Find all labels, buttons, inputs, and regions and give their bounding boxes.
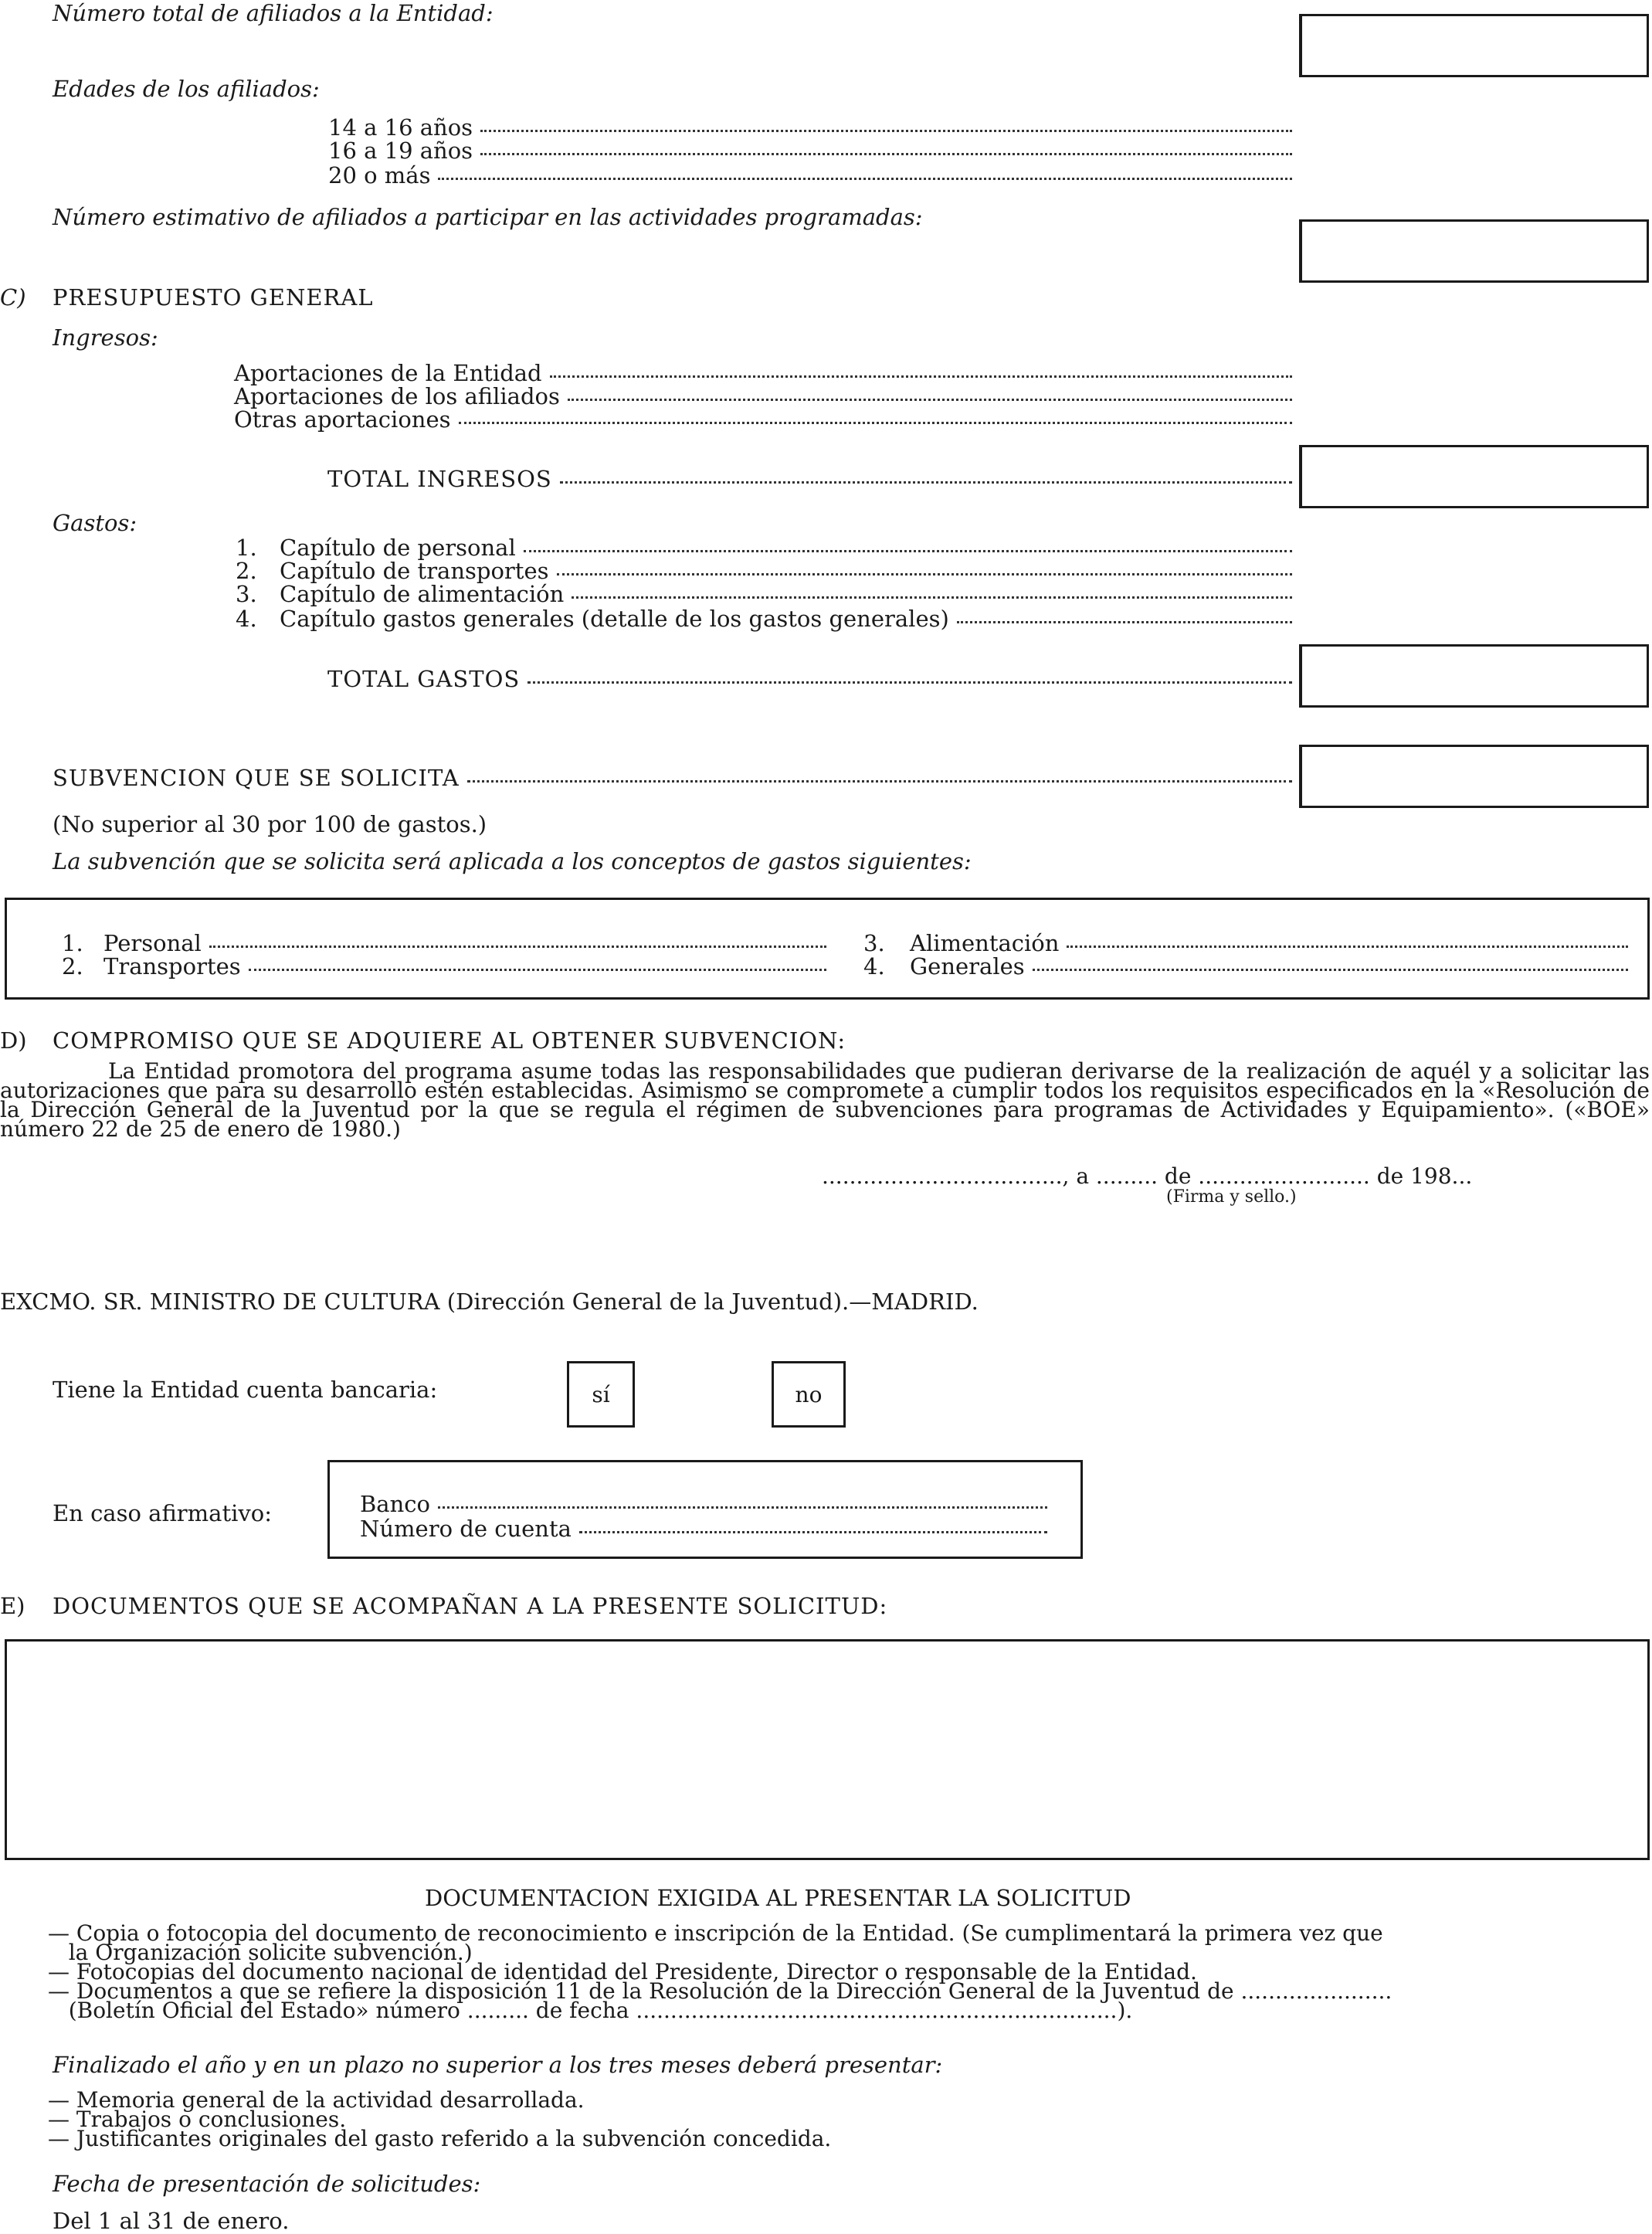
gasto-row[interactable] [236,558,1292,584]
concepto-label: Personal [103,930,202,956]
total-ingresos-label: TOTAL INGRESOS [327,466,552,492]
section-letter-c: C) [0,284,26,311]
banco-label: Banco [360,1491,430,1517]
fecha-presentacion-value: Del 1 al 31 de enero. [53,2208,290,2234]
finalizado-list [48,2087,832,2151]
total-ingresos-field[interactable] [1299,445,1649,508]
concepto-label: Generales [910,953,1025,979]
estimativo-label: Número estimativo de afiliados a participar en las actividades programadas: [53,204,923,230]
gasto-row[interactable] [236,535,1292,561]
subvencion-row [53,765,1292,791]
total-gastos-row [327,666,1292,692]
gasto-row[interactable] [236,581,1292,607]
subvencion-nota: (No superior al 30 por 100 de gastos.) [53,811,487,837]
gasto-label: Capítulo de personal [280,535,516,561]
ingresos-label: Ingresos: [53,324,158,351]
concepto-num: 3. [863,930,885,956]
ingreso-row[interactable] [234,360,1292,386]
list-item: — Fotocopias del documento nacional de identidad del Presidente, Director o responsable de la Entidad. [48,1959,1197,1984]
presupuesto-heading: PRESUPUESTO GENERAL [53,284,374,311]
concepto-label: Transportes [103,953,241,979]
edades-label: Edades de los afiliados: [53,76,320,102]
gasto-label: Capítulo gastos generales (detalle de los gastos generales) [280,606,949,632]
total-afiliados-label: Número total de afiliados a la Entidad: [53,0,494,26]
compromiso-text: La Entidad promotora del programa asume todas las responsabilidades que pudieran derivarse de la realización de aquél y a solicitar las autorizaciones que para su desarrollo estén establecidas. Asimismo se compromete a cumplir todos los requisitos especificados en la «Resolución de la Dirección General de la Juventud por la que se regula el régimen de subvenciones para programas de Actividades y Equipamiento». («BOE» número 22 de 25 de enero de 1980.) [0,1058,1650,1142]
total-gastos-field[interactable] [1299,644,1649,708]
numero-cuenta-label: Número de cuenta [360,1516,572,1542]
edad-row[interactable] [328,114,1292,141]
section-letter-e: E) [0,1593,25,1619]
estimativo-field[interactable] [1299,219,1649,283]
total-afiliados-field[interactable] [1299,14,1649,77]
ingreso-row[interactable] [234,383,1292,409]
edad-label: 16 a 19 años [328,138,473,164]
documentos-textarea[interactable] [5,1639,1650,1860]
cuenta-bancaria-label: Tiene la Entidad cuenta bancaria: [53,1377,438,1403]
edad-label: 20 o más [328,162,431,188]
gasto-label: Capítulo de alimentación [280,581,565,607]
concepto-num: 4. [863,953,885,979]
list-item: — Trabajos o conclusiones. [48,2107,347,2132]
list-item: la Organización solicite subvención.) [48,1940,473,1965]
gasto-label: Capítulo de transportes [280,558,549,584]
exigida-heading: DOCUMENTACION EXIGIDA AL PRESENTAR LA SOLICITUD [425,1885,1131,1911]
ingreso-label: Otras aportaciones [234,406,451,433]
edad-row[interactable] [328,138,1292,164]
list-item: (Boletín Oficial del Estado» número ......... de fecha ......................................................................). [48,1998,1133,2023]
total-gastos-label: TOTAL GASTOS [327,666,521,692]
gasto-num: 4. [236,606,257,632]
list-item: — Documentos a que se refiere la disposición 11 de la Resolución de la Dirección General de la Juventud de ...................... [48,1978,1392,2004]
concepto-num: 1. [62,930,83,956]
exigida-list [48,1920,1647,2023]
section-letter-d: D) [0,1027,27,1054]
concepto-row[interactable] [62,930,826,956]
lugar-fecha-line: ..................................., a ......... de ......................... de 198... [822,1163,1473,1189]
gasto-num: 1. [236,535,257,561]
total-ingresos-row [327,466,1292,492]
gasto-row[interactable] [236,606,1292,632]
concepto-num: 2. [62,953,83,979]
banco-row[interactable] [360,1491,1047,1517]
list-item: — Copia o fotocopia del documento de reconocimiento e inscripción de la Entidad. (Se cumplimentará la primera vez que [48,1920,1383,1946]
no-checkbox[interactable]: no [772,1361,846,1428]
ingreso-label: Aportaciones de la Entidad [234,360,542,386]
concepto-row[interactable] [863,930,1628,956]
si-checkbox[interactable]: sí [567,1361,635,1428]
fecha-presentacion-label: Fecha de presentación de solicitudes: [53,2171,481,2197]
documentos-heading: DOCUMENTOS QUE SE ACOMPAÑAN A LA PRESENTE SOLICITUD: [53,1593,888,1619]
subvencion-label: SUBVENCION QUE SE SOLICITA [53,765,460,791]
concepto-label: Alimentación [910,930,1060,956]
ingreso-label: Aportaciones de los afiliados [234,383,560,409]
gasto-num: 2. [236,558,257,584]
concepto-row[interactable] [863,953,1628,979]
numero-cuenta-row[interactable] [360,1516,1047,1542]
gastos-label: Gastos: [53,510,137,536]
subvencion-field[interactable] [1299,745,1649,808]
destinatario: EXCMO. SR. MINISTRO DE CULTURA (Dirección General de la Juventud).—MADRID. [0,1288,979,1315]
finalizado-label: Finalizado el año y en un plazo no superior a los tres meses deberá presentar: [53,2052,943,2078]
aplicada-label: La subvención que se solicita será aplicada a los conceptos de gastos siguientes: [53,848,972,874]
edad-label: 14 a 16 años [328,114,473,141]
concepto-row[interactable] [62,953,826,979]
edad-row[interactable] [328,162,1292,188]
list-item: — Memoria general de la actividad desarrollada. [48,2087,585,2113]
ingreso-row[interactable] [234,406,1292,433]
list-item: — Justificantes originales del gasto referido a la subvención concedida. [48,2126,832,2151]
compromiso-heading: COMPROMISO QUE SE ADQUIERE AL OBTENER SUBVENCION: [53,1027,846,1054]
gasto-num: 3. [236,581,257,607]
firma-label: (Firma y sello.) [1166,1187,1297,1207]
afirmativo-label: En caso afirmativo: [53,1500,272,1526]
